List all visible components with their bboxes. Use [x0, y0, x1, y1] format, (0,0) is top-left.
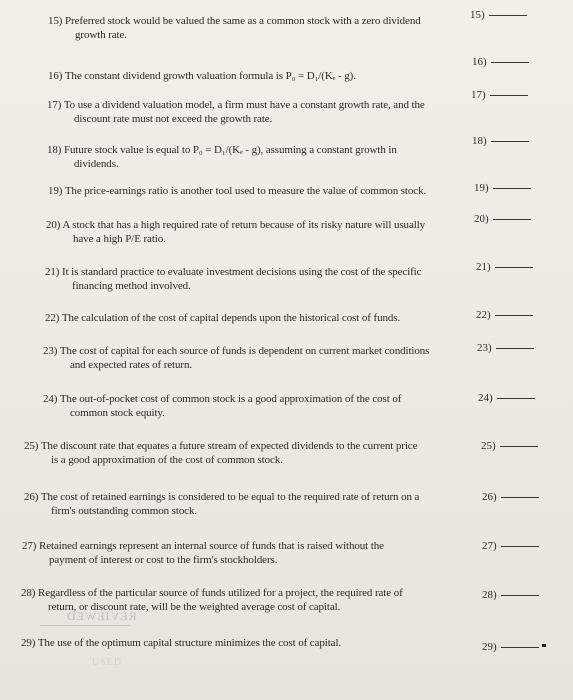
answer-blank-18[interactable]: 18)	[472, 134, 529, 148]
stamp-underline	[40, 625, 130, 626]
question-24: 24) The out-of-pocket cost of common stock is a good approximation of the cost of common stock equity.	[43, 393, 402, 419]
answer-blank-15[interactable]: 15)	[470, 8, 527, 22]
answer-blank-24[interactable]: 24)	[478, 391, 535, 405]
answer-blank-20[interactable]: 20)	[474, 212, 531, 226]
answer-blank-27[interactable]: 27)	[482, 539, 539, 553]
answer-line[interactable]	[493, 188, 531, 189]
question-22: 22) The calculation of the cost of capital depends upon the historical cost of funds.	[45, 312, 401, 324]
answer-line[interactable]	[497, 398, 535, 399]
answer-blank-19[interactable]: 19)	[474, 181, 531, 195]
pen-mark	[542, 644, 546, 647]
answer-line[interactable]	[500, 446, 538, 447]
answer-blank-29[interactable]: 29)	[482, 640, 539, 654]
answer-line[interactable]	[501, 595, 539, 596]
question-18: 18) Future stock value is equal to P₀ = D₁/(Kₑ - g), assuming a constant growth in dividends.	[47, 144, 397, 170]
question-17: 17) To use a dividend valuation model, a firm must have a constant growth rate, and the discount rate must not exceed the growth rate.	[47, 99, 425, 125]
answer-blank-23[interactable]: 23)	[477, 341, 534, 355]
question-28: 28) Regardless of the particular source of funds utilized for a project, the required rate of return, or discount rate, will be the weighted average cost of capital.	[21, 587, 403, 613]
answer-line[interactable]	[490, 95, 528, 96]
answer-line[interactable]	[495, 315, 533, 316]
question-26: 26) The cost of retained earnings is considered to be equal to the required rate of return on a firm's outstanding common stock.	[24, 491, 420, 517]
question-29: 29) The use of the optimum capital structure minimizes the cost of capital.	[21, 637, 342, 649]
answer-line[interactable]	[501, 647, 539, 648]
answer-blank-16[interactable]: 16)	[472, 55, 529, 69]
answer-line[interactable]	[491, 62, 529, 63]
question-21: 21) It is standard practice to evaluate investment decisions using the cost of the specific financing method involved.	[45, 266, 422, 292]
reviewed-stamp: REVIEWED	[66, 609, 137, 623]
question-15: 15) Preferred stock would be valued the same as a common stock with a zero dividend growth rate.	[48, 15, 421, 41]
question-23: 23) The cost of capital for each source of funds is dependent on current market conditions and expected rates of return.	[43, 345, 430, 371]
answer-blank-17[interactable]: 17)	[471, 88, 528, 102]
question-27: 27) Retained earnings represent an internal source of funds that is raised without the payment of interest or cost to the firm's stockholders.	[22, 540, 384, 566]
answer-blank-26[interactable]: 26)	[482, 490, 539, 504]
answer-line[interactable]	[493, 219, 531, 220]
answer-blank-22[interactable]: 22)	[476, 308, 533, 322]
answer-blank-28[interactable]: 28)	[482, 588, 539, 602]
question-16: 16) The constant dividend growth valuation formula is P₀ = D₁/(Kₑ - g).	[48, 70, 356, 82]
faint-stamp: USED	[92, 657, 123, 668]
answer-line[interactable]	[501, 497, 539, 498]
answer-line[interactable]	[496, 348, 534, 349]
answer-line[interactable]	[495, 267, 533, 268]
question-20: 20) A stock that has a high required rate of return because of its risky nature will usually have a high P/E ratio.	[46, 219, 426, 245]
answer-line[interactable]	[491, 141, 529, 142]
answer-line[interactable]	[501, 546, 539, 547]
answer-blank-21[interactable]: 21)	[476, 260, 533, 274]
question-25: 25) The discount rate that equates a future stream of expected dividends to the current price is a good approximation of the cost of common stock.	[24, 440, 418, 466]
answer-blank-25[interactable]: 25)	[481, 439, 538, 453]
answer-line[interactable]	[489, 15, 527, 16]
question-19: 19) The price-earnings ratio is another tool used to measure the value of common stock.	[48, 185, 427, 197]
